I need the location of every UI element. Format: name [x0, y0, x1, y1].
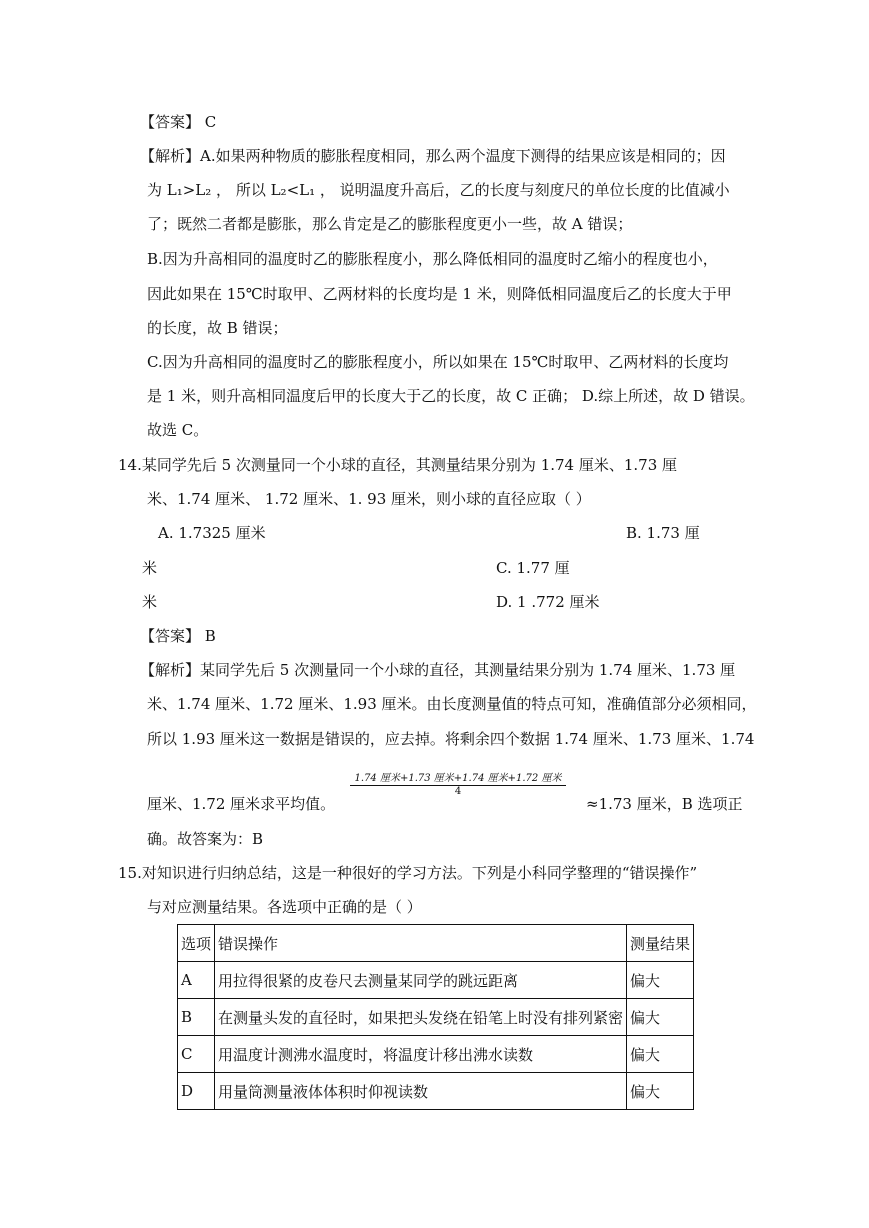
options-table	[177, 924, 694, 1110]
q13-answer: 【答案】 C	[140, 113, 217, 131]
q13-analysis-line-5: 因此如果在 15℃时取甲、乙两材料的长度均是 1 米，则降低相同温度后乙的长度大于甲	[147, 285, 732, 303]
row-option: B	[178, 999, 215, 1036]
q13-analysis-line-1: 【解析】A.如果两种物质的膨胀程度相同，那么两个温度下测得的结果应该是相同的；因	[140, 147, 726, 165]
q15-stem-line-2: 与对应测量结果。各选项中正确的是（ ）	[147, 898, 422, 916]
average-fraction	[350, 773, 566, 798]
q14-option-d: D. 1 .772 厘米	[496, 593, 600, 611]
q14-option-b-continued: 米	[142, 559, 158, 577]
q14-average-line-right: ≈1.73 厘米，B 选项正	[586, 795, 743, 813]
row-operation: 用温度计测沸水温度时，将温度计移出沸水读数	[215, 1036, 627, 1073]
q13-analysis-line-9: 故选 C。	[147, 421, 209, 439]
row-option: D	[178, 1073, 215, 1110]
row-result: 偏大	[627, 1073, 694, 1110]
q14-average-line-left: 厘米、1.72 厘米求平均值。	[147, 795, 336, 813]
q14-option-a: A. 1.7325 厘米	[158, 524, 266, 542]
q14-stem-line-1: 14.某同学先后 5 次测量同一个小球的直径，其测量结果分别为 1.74 厘米、1.73 厘	[118, 456, 678, 474]
q14-option-c: C. 1.77 厘	[496, 559, 570, 577]
q13-analysis-line-7: C.因为升高相同的温度时乙的膨胀程度小，所以如果在 15℃时取甲、乙两材料的长度均	[147, 353, 729, 371]
row-operation: 用拉得很紧的皮卷尺去测量某同学的跳远距离	[215, 962, 627, 999]
table-row	[178, 999, 694, 1036]
row-result: 偏大	[627, 962, 694, 999]
q14-answer: 【答案】 B	[140, 627, 216, 645]
q13-analysis-line-2: 为 L₁>L₂ ， 所以 L₂<L₁ ， 说明温度升高后，乙的长度与刻度尺的单位长度的比值减小	[147, 181, 730, 199]
table-row	[178, 1036, 694, 1073]
q13-analysis-line-3: 了；既然二者都是膨胀，那么肯定是乙的膨胀程度更小一些，故 A 错误；	[147, 215, 633, 233]
q14-final-line: 确。故答案为：B	[147, 830, 264, 848]
table-row	[178, 1073, 694, 1110]
row-result: 偏大	[627, 999, 694, 1036]
q14-analysis-line-1: 【解析】某同学先后 5 次测量同一个小球的直径，其测量结果分别为 1.74 厘米、1.73 厘	[140, 661, 736, 679]
fraction-numerator: 1.74 厘米+1.73 厘米+1.74 厘米+1.72 厘米	[350, 773, 566, 786]
row-operation: 在测量头发的直径时，如果把头发绕在铅笔上时没有排列紧密	[215, 999, 627, 1036]
table-header-row	[178, 925, 694, 962]
q14-analysis-line-2: 米、1.74 厘米、1.72 厘米、1.93 厘米。由长度测量值的特点可知，准确值部分必须相同，	[147, 695, 757, 713]
header-result: 测量结果	[627, 925, 694, 962]
q13-analysis-line-8: 是 1 米，则升高相同温度后甲的长度大于乙的长度，故 C 正确； D.综上所述，故 D 错误。	[147, 387, 755, 405]
table-row	[178, 962, 694, 999]
row-operation: 用量筒测量液体体积时仰视读数	[215, 1073, 627, 1110]
row-result: 偏大	[627, 1036, 694, 1073]
row-option: A	[178, 962, 215, 999]
q14-option-c-continued: 米	[142, 593, 158, 611]
header-wrong-operation: 错误操作	[215, 925, 627, 962]
q13-analysis-line-4: B.因为升高相同的温度时乙的膨胀程度小，那么降低相同的温度时乙缩小的程度也小，	[147, 250, 718, 268]
fraction-denominator: 4	[454, 786, 462, 797]
header-option: 选项	[178, 925, 215, 962]
q14-stem-line-2: 米、1.74 厘米、 1.72 厘米、1. 93 厘米，则小球的直径应取（ ）	[147, 490, 591, 508]
q13-analysis-line-6: 的长度，故 B 错误；	[147, 319, 288, 337]
q14-analysis-line-3: 所以 1.93 厘米这一数据是错误的，应去掉。将剩余四个数据 1.74 厘米、1.73 厘米、1.74	[147, 730, 755, 748]
q15-stem-line-1: 15.对知识进行归纳总结，这是一种很好的学习方法。下列是小科同学整理的“错误操作”	[118, 864, 698, 882]
q14-option-b: B. 1.73 厘	[626, 524, 700, 542]
row-option: C	[178, 1036, 215, 1073]
